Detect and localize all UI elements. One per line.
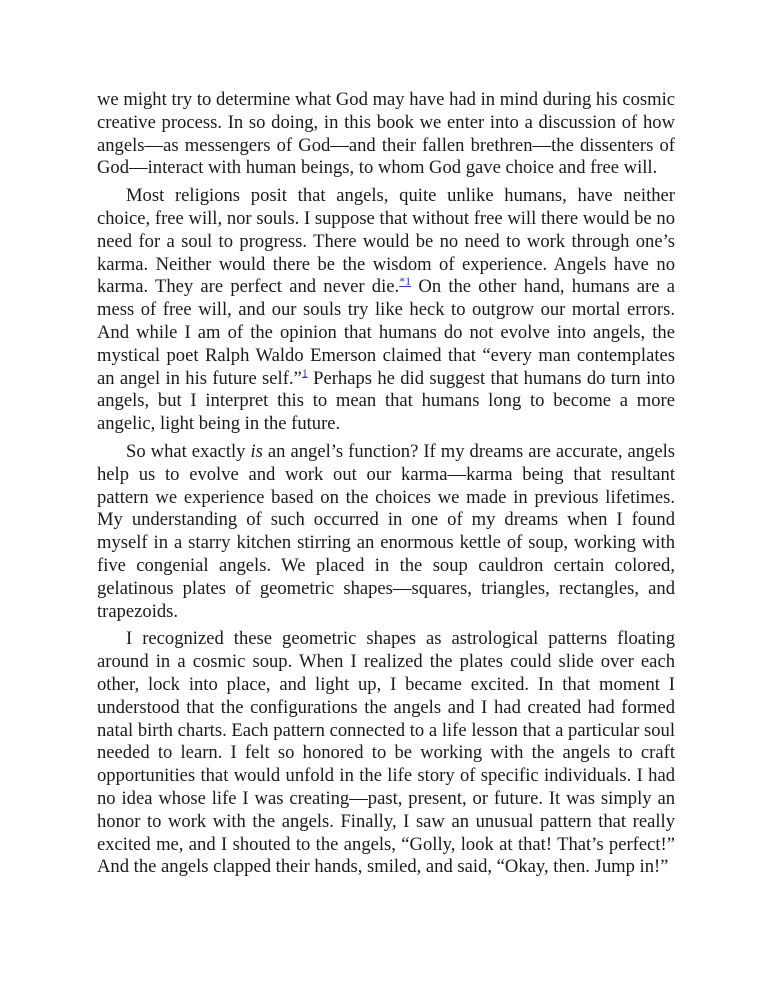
paragraph-text: On the other hand, humans are a mess of free will, and our souls try like heck to outgrow our mortal errors. And while I am of the opinion that humans do not evolve into angels, the mystical poet Ralph Waldo Emerson claimed that “every man contemplates an angel in his future self.”	[97, 276, 675, 389]
paragraph-text: Perhaps he did suggest that humans do turn into angels, but I interpret this to mean that humans long to become a more angelic, light being in the future.	[97, 367, 675, 435]
paragraph-2	[97, 185, 675, 436]
paragraph-4	[97, 628, 675, 879]
footnote-reference-link[interactable]: 1	[301, 365, 308, 380]
paragraph-1	[97, 89, 675, 180]
paragraph-text: we might try to determine what God may have had in mind during his cosmic creative process. In so doing, in this book we enter into a discussion of how angels—as messengers of God—and their fallen brethren—the dissenters of God—interact with human beings, to whom God gave choice and free will.	[97, 89, 675, 179]
paragraph-text: So what exactly	[126, 440, 251, 462]
paragraph-text: Most religions posit that angels, quite unlike humans, have neither choice, free will, nor souls. I suppose that without free will there would be no need for a soul to progress. There would be no need to work through one’s karma. Neither would there be the wisdom of experience. Angels have no karma. They are perfect and never die.	[97, 185, 675, 298]
footnote-reference-link[interactable]: *1	[399, 274, 412, 289]
paragraph-text: an angel’s function? If my dreams are accurate, angels help us to evolve and work out our karma—karma being that resultant pattern we experience based on the choices we made in previous lifetimes. My understanding of such occurred in one of my dreams when I found myself in a starry kitchen stirring an enormous kettle of soup, working with five congenial angels. We placed in the soup cauldron certain colored, gelatinous plates of geometric shapes—squares, triangles, rectangles, and trapezoids.	[97, 440, 676, 622]
emphasized-text: is	[250, 440, 263, 462]
paragraph-text: I recognized these geometric shapes as astrological patterns floating around in a cosmic soup. When I realized the plates could slide over each other, lock into place, and light up, I became excited. In that moment I understood that the configurations the angels and I had created had formed natal birth charts. Each pattern connected to a life lesson that a particular soul needed to learn. I felt so honored to be working with the angels to craft opportunities that would unfold in the life story of specific individuals. I had no idea whose life I was creating—past, present, or future. It was simply an honor to work with the angels. Finally, I saw an unusual pattern that really excited me, and I shouted to the angels, “Golly, look at that! That’s perfect!” And the angels clapped their hands, smiled, and said, “Okay, then. Jump in!”	[97, 628, 675, 878]
book-page-body	[97, 89, 675, 884]
paragraph-3	[97, 441, 675, 623]
